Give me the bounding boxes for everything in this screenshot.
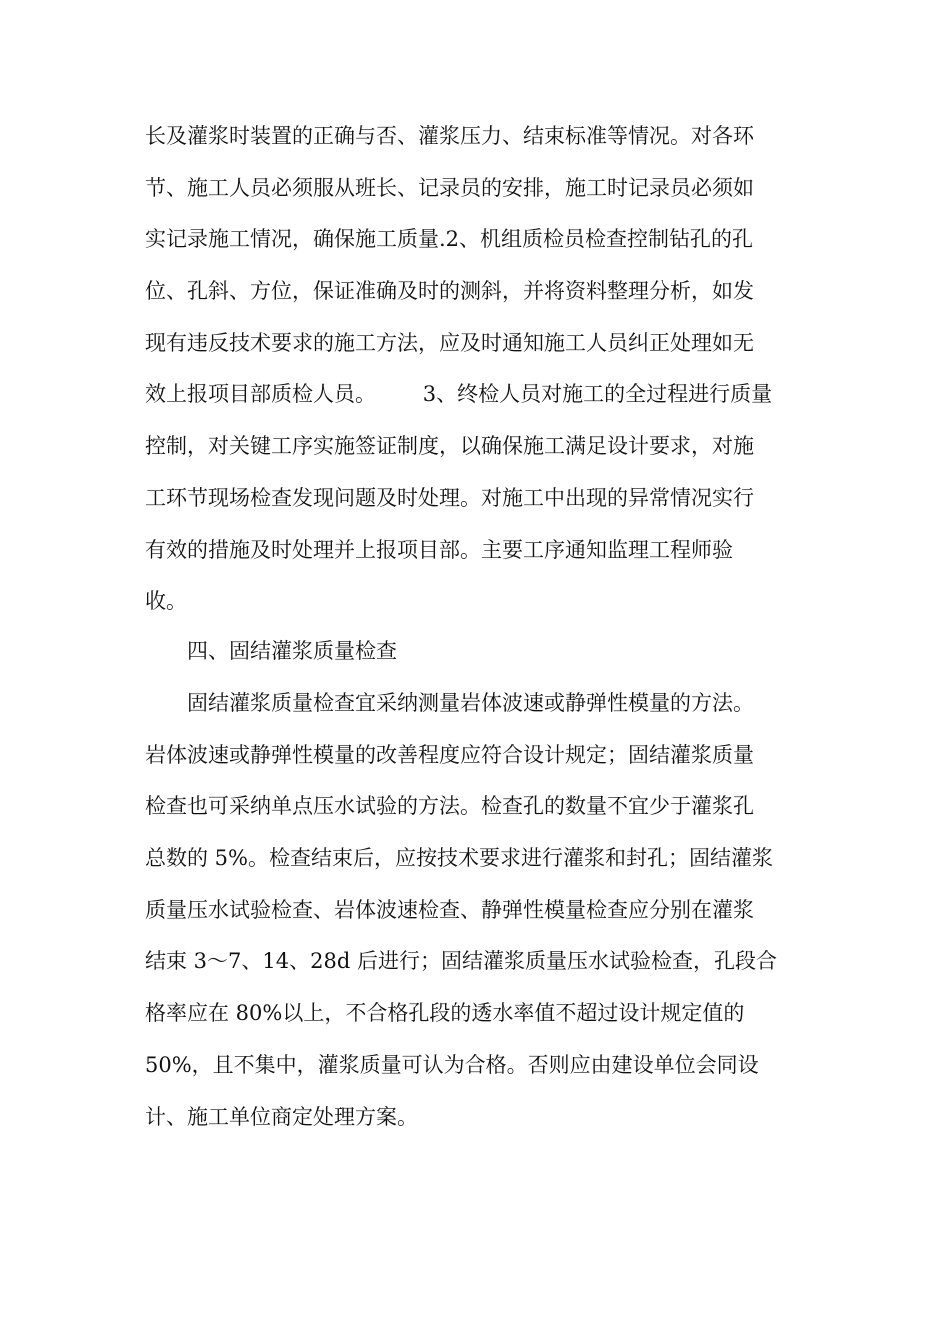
paragraph-grouting-inspection bbox=[145, 678, 810, 1143]
text-line: 质量压水试验检查、岩体波速检查、静弹性模量检查应分别在灌浆 bbox=[145, 897, 754, 922]
text-line: 总数的 5%。检查结束后，应按技术要求进行灌浆和封孔；固结灌浆 bbox=[145, 846, 773, 871]
text-line: 50%，且不集中，灌浆质量可认为合格。否则应由建设单位会同设 bbox=[145, 1052, 759, 1077]
text-line: 有效的措施及时处理并上报项目部。主要工序通知监理工程师验 bbox=[145, 537, 733, 562]
text-line: 现有违反技术要求的施工方法，应及时通知施工人员纠正处理如无 bbox=[145, 330, 754, 355]
text-line: 节、施工人员必须服从班长、记录员的安排，施工时记录员必须如 bbox=[145, 175, 754, 200]
text-line: 控制，对关键工序实施签证制度，以确保施工满足设计要求，对施 bbox=[145, 434, 754, 459]
text-line: 实记录施工情况，确保施工质量.2、机组质检员检查控制钻孔的孔 bbox=[145, 227, 754, 252]
section-heading-block bbox=[145, 626, 810, 678]
text-line: 检查也可采纳单点压水试验的方法。检查孔的数量不宜少于灌浆孔 bbox=[145, 794, 754, 819]
section-heading: 四、固结灌浆质量检查 bbox=[187, 639, 397, 663]
text-line: 效上报项目部质检人员。 3、终检人员对施工的全过程进行质量 bbox=[145, 382, 773, 407]
text-line: 格率应在 80%以上，不合格孔段的透水率值不超过设计规定值的 bbox=[145, 1001, 745, 1026]
text-line: 岩体波速或静弹性模量的改善程度应符合设计规定；固结灌浆质量 bbox=[145, 742, 754, 767]
text-line: 长及灌浆时装置的正确与否、灌浆压力、结束标准等情况。对各环 bbox=[145, 124, 754, 148]
text-line: 固结灌浆质量检查宜采纳测量岩体波速或静弹性模量的方法。 bbox=[187, 691, 754, 715]
text-line: 工环节现场检查发现问题及时处理。对施工中出现的异常情况实行 bbox=[145, 485, 754, 510]
text-line: 收。 bbox=[145, 589, 187, 614]
text-line: 结束 3～7、14、28d 后进行；固结灌浆质量压水试验检查，孔段合 bbox=[145, 949, 777, 974]
paragraph-construction-quality bbox=[145, 111, 810, 628]
text-line: 位、孔斜、方位，保证准确及时的测斜，并将资料整理分析，如发 bbox=[145, 279, 754, 304]
text-line: 计、施工单位商定处理方案。 bbox=[145, 1104, 418, 1129]
